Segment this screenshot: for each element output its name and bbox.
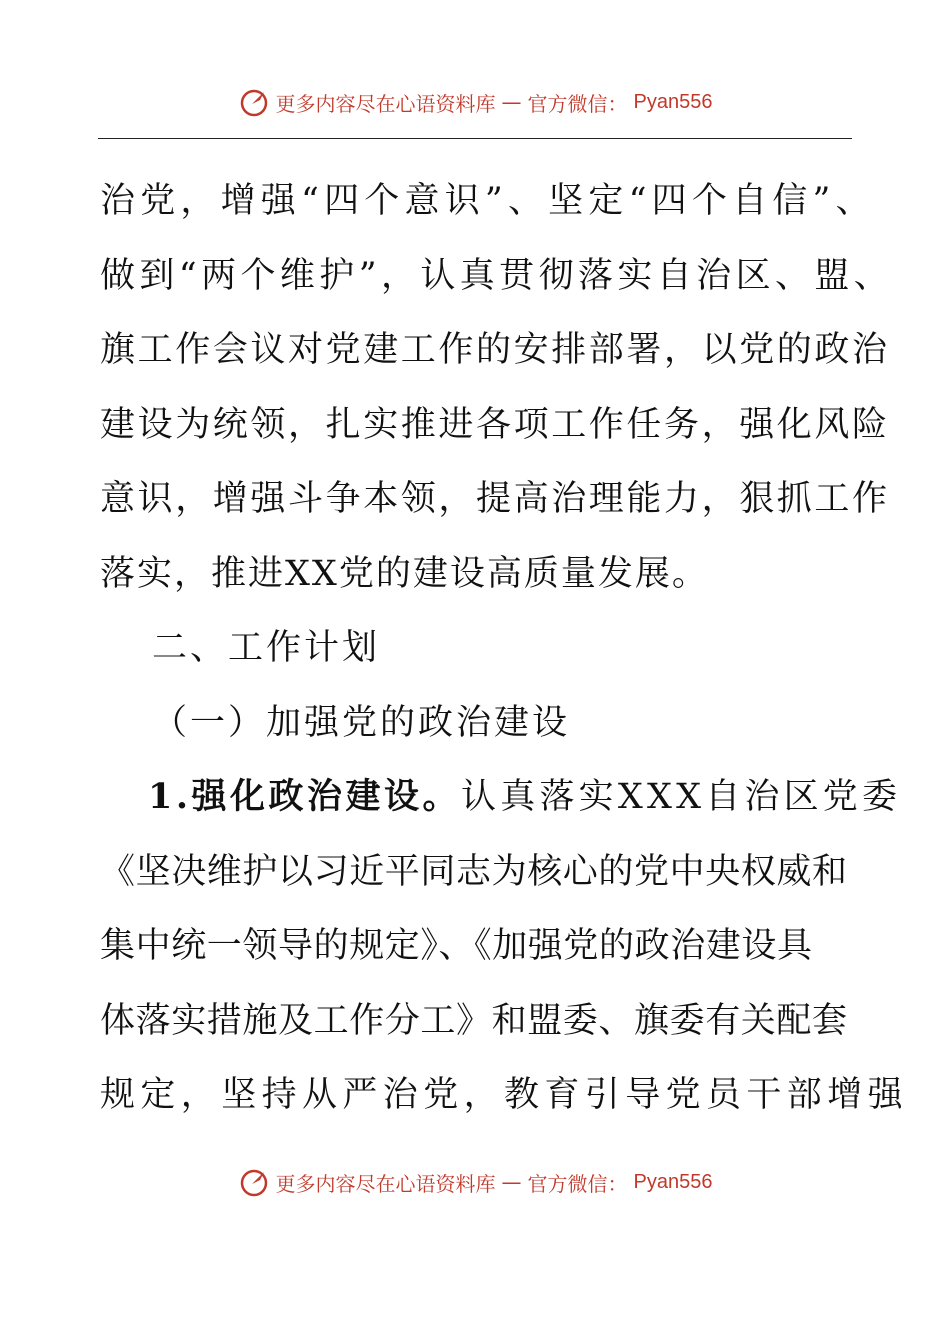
item-line-text: 《坚决维护以习近平同志为核心的党中央权威和 xyxy=(100,851,848,892)
body-line-3 xyxy=(100,313,890,388)
subsection-heading-text: （一）加强党的政治建设 xyxy=(152,702,571,743)
watermark-text: 更多内容尽在心语资料库 xyxy=(275,1171,496,1196)
item-line-text: 集中统一领导的规定》、《加强党的政治建设具 xyxy=(100,926,813,966)
item-line-2 xyxy=(100,909,850,984)
section-heading-text: 二、工作计划 xyxy=(152,628,381,668)
body-line-6 xyxy=(100,537,850,612)
item-line-text: 体落实措施及工作分工》和盟委、旗委有关配套 xyxy=(100,1000,848,1041)
document-body xyxy=(100,164,909,1133)
item-line-4 xyxy=(100,1058,909,1133)
body-line-1 xyxy=(100,164,876,239)
body-line-text: 落实，推进XX党的建设高质量发展。 xyxy=(100,553,709,594)
watermark-dash: — xyxy=(501,90,522,114)
body-line-text: 旗工作会议对党建工作的安排部署，以党的政治 xyxy=(100,330,890,370)
header-watermark xyxy=(0,82,950,122)
body-line-2 xyxy=(100,239,894,314)
section-heading xyxy=(100,611,850,686)
item-line-1 xyxy=(100,835,850,910)
item-line-text: 规定，坚持从严治党，教育引导党员干部增强 xyxy=(100,1075,909,1115)
item-first-line xyxy=(100,760,902,835)
body-line-text: 建设为统领，扎实推进各项工作任务，强化风险 xyxy=(100,404,890,445)
watermark-text: 更多内容尽在心语资料库 xyxy=(275,91,496,116)
watermark-sub: 官方微信： xyxy=(527,1171,628,1196)
body-line-5 xyxy=(100,462,890,537)
quill-logo-icon xyxy=(238,1166,270,1198)
header-rule xyxy=(98,138,852,139)
watermark-id: Pyan556 xyxy=(633,1170,713,1193)
quill-logo-icon xyxy=(238,86,270,118)
watermark-id: Pyan556 xyxy=(633,90,713,113)
body-line-text: 意识，增强斗争本领，提高治理能力，狠抓工作 xyxy=(100,479,890,519)
body-line-text: 做到“两个维护”，认真贯彻落实自治区、盟、 xyxy=(100,255,894,296)
subsection-heading xyxy=(100,686,850,761)
item-title: 1.强化政治建设。 xyxy=(148,776,462,817)
item-first-line-rest: 认真落实XXX自治区党委 xyxy=(461,777,902,817)
watermark-dash: — xyxy=(501,1170,522,1194)
body-line-text: 治党，增强“四个意识”、坚定“四个自信”、 xyxy=(100,181,876,221)
watermark-sub: 官方微信： xyxy=(527,91,628,116)
item-line-3 xyxy=(100,984,850,1059)
footer-watermark xyxy=(0,1162,950,1202)
body-line-4 xyxy=(100,388,890,463)
